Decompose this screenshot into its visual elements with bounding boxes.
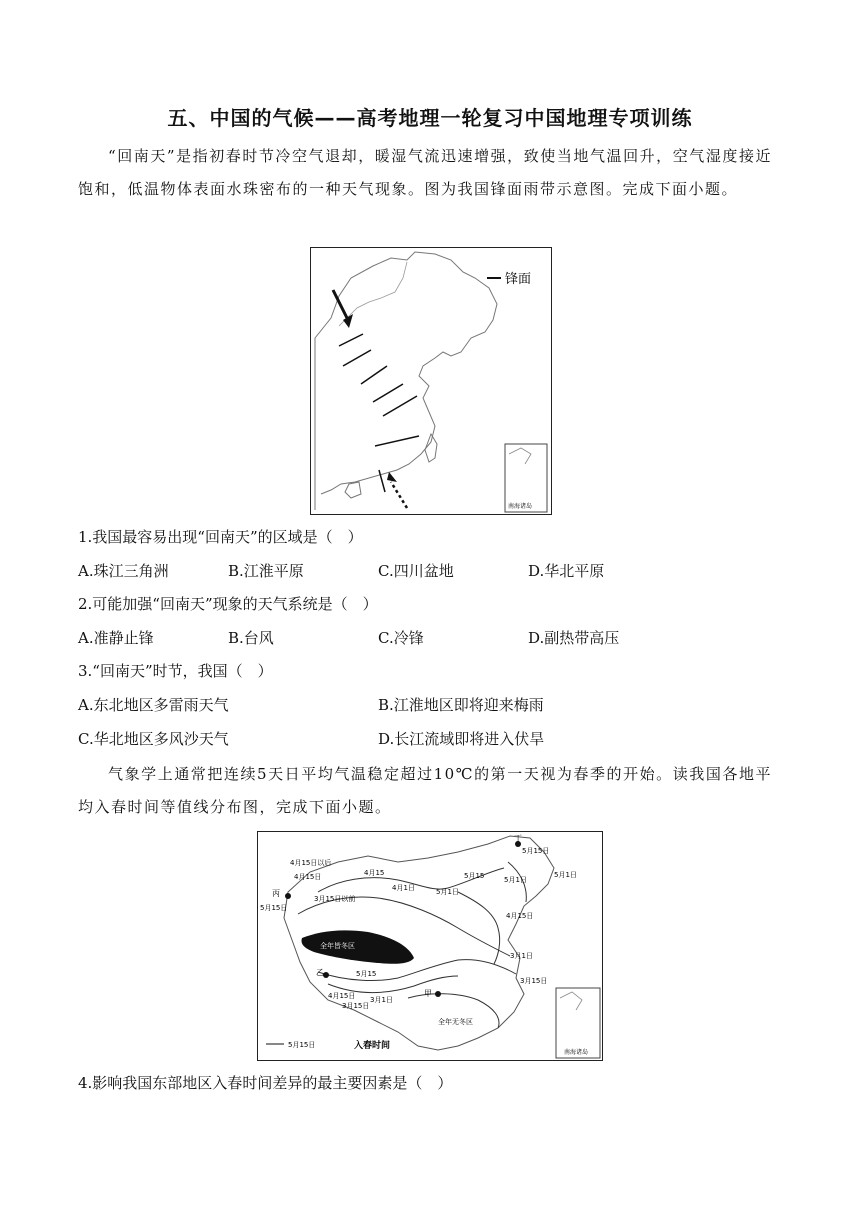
q3-option-c[interactable]: C.华北地区多风沙天气 (78, 730, 229, 748)
q3-option-a[interactable]: A.东北地区多雷雨天气 (78, 696, 229, 714)
front-line-6 (375, 436, 419, 446)
label-no-winter: 全年无冬区 (438, 1018, 473, 1026)
front-line-3 (361, 366, 387, 384)
intro-text-2: 气象学上通常把连续5天日平均气温稳定超过10℃的第一天视为春季的开始。读我国各地平均入春时间等值线分布图，完成下面小题。 (78, 765, 772, 816)
label-yi: 乙 (316, 968, 324, 977)
label-may1-c: 5月1日 (554, 871, 577, 879)
label-mar15-b: 3月15日 (520, 977, 548, 985)
south-sea-inset (505, 444, 547, 512)
isoline-3 (318, 960, 516, 981)
label-apr15-b: 4月15 (364, 869, 385, 877)
q1-option-c[interactable]: C.四川盆地 (378, 562, 454, 580)
label-mar1-b: 3月1日 (510, 952, 533, 960)
q1-option-b[interactable]: B.江淮平原 (228, 562, 304, 580)
warm-air-arrow (391, 482, 407, 508)
label-apr15-later: 4月15日以后 (290, 859, 332, 867)
front-line-4 (373, 384, 403, 402)
hainan-outline (345, 482, 361, 498)
legend-value: 5月15日 (288, 1041, 316, 1049)
q3-option-b[interactable]: B.江淮地区即将迎来梅雨 (378, 696, 544, 714)
q2-option-c[interactable]: C.冷锋 (378, 629, 424, 647)
inset-label-2: 南海诸岛 (564, 1049, 589, 1056)
point-jia (435, 991, 441, 997)
label-may15-c: 5月15 (464, 872, 485, 880)
south-sea-inset-2 (556, 988, 600, 1058)
question-1-stem: 1.我国最容易出现“回南天”的区域是（ ） (78, 528, 363, 546)
intro-paragraph-1 (78, 140, 772, 206)
question-4-stem: 4.影响我国东部地区入春时间差异的最主要因素是（ ） (78, 1074, 453, 1092)
point-bing (285, 893, 291, 899)
taiwan-outline (425, 434, 437, 462)
q1-option-a[interactable]: A.珠江三角洲 (78, 562, 169, 580)
china-outline (315, 252, 497, 510)
map2-svg (258, 832, 602, 1060)
label-mar15-before: 3月15日以前 (314, 895, 356, 903)
question-2-stem: 2.可能加强“回南天”现象的天气系统是（ ） (78, 595, 378, 613)
warm-air-arrow-head (387, 472, 397, 482)
label-mar1-a: 3月1日 (370, 996, 393, 1004)
q2-option-d[interactable]: D.副热带高压 (528, 629, 620, 647)
label-apr15-d: 4月15日 (506, 912, 534, 920)
spring-onset-map (257, 831, 603, 1061)
q2-option-b[interactable]: B.台风 (228, 629, 274, 647)
legend-title: 入春时间 (354, 1041, 391, 1051)
frontal-rain-belt-map (310, 247, 552, 515)
isoline-6 (458, 892, 500, 964)
label-may15-d: 5月15日 (522, 847, 550, 855)
intro-text-1: “回南天”是指初春时节冷空气退却，暖湿气流迅速增强，致使当地气温回升，空气湿度接近饱和，低温物体表面水珠密布的一种天气现象。图为我国锋面雨带示意图。完成下面小题。 (78, 147, 772, 198)
front-line-1 (339, 334, 363, 346)
intro-paragraph-2 (78, 758, 772, 824)
inset-label: 南海诸岛 (508, 503, 533, 510)
label-may1-b: 5月1日 (504, 876, 527, 884)
q1-option-d[interactable]: D.华北平原 (528, 562, 605, 580)
question-3-stem: 3.“回南天”时节，我国（ ） (78, 662, 273, 680)
label-may1-a: 5月1日 (436, 888, 459, 896)
permanent-winter-region (302, 930, 415, 963)
map1-svg (311, 248, 551, 514)
label-permanent-winter: 全年皆冬区 (320, 942, 355, 950)
label-may15-a: 5月15日 (260, 904, 288, 912)
q3-option-d[interactable]: D.长江流域即将进入伏旱 (378, 730, 545, 748)
label-mar15-a: 3月15日 (342, 1002, 370, 1010)
front-line-5 (383, 396, 417, 416)
front-line-2 (343, 350, 371, 366)
label-jia: 甲 (424, 989, 432, 998)
label-bing: 丙 (272, 889, 280, 898)
page-title: 五、中国的气候——高考地理一轮复习中国地理专项训练 (167, 106, 693, 130)
label-may15-b: 5月15 (356, 970, 377, 978)
label-ding: 丁 (514, 834, 522, 843)
label-apr1-a: 4月1日 (392, 884, 415, 892)
label-apr15-c: 4月15日 (328, 992, 356, 1000)
label-apr15-a: 4月15日 (294, 873, 322, 881)
legend-front-label: 锋面 (505, 272, 532, 287)
q2-option-a[interactable]: A.准静止锋 (78, 629, 154, 647)
